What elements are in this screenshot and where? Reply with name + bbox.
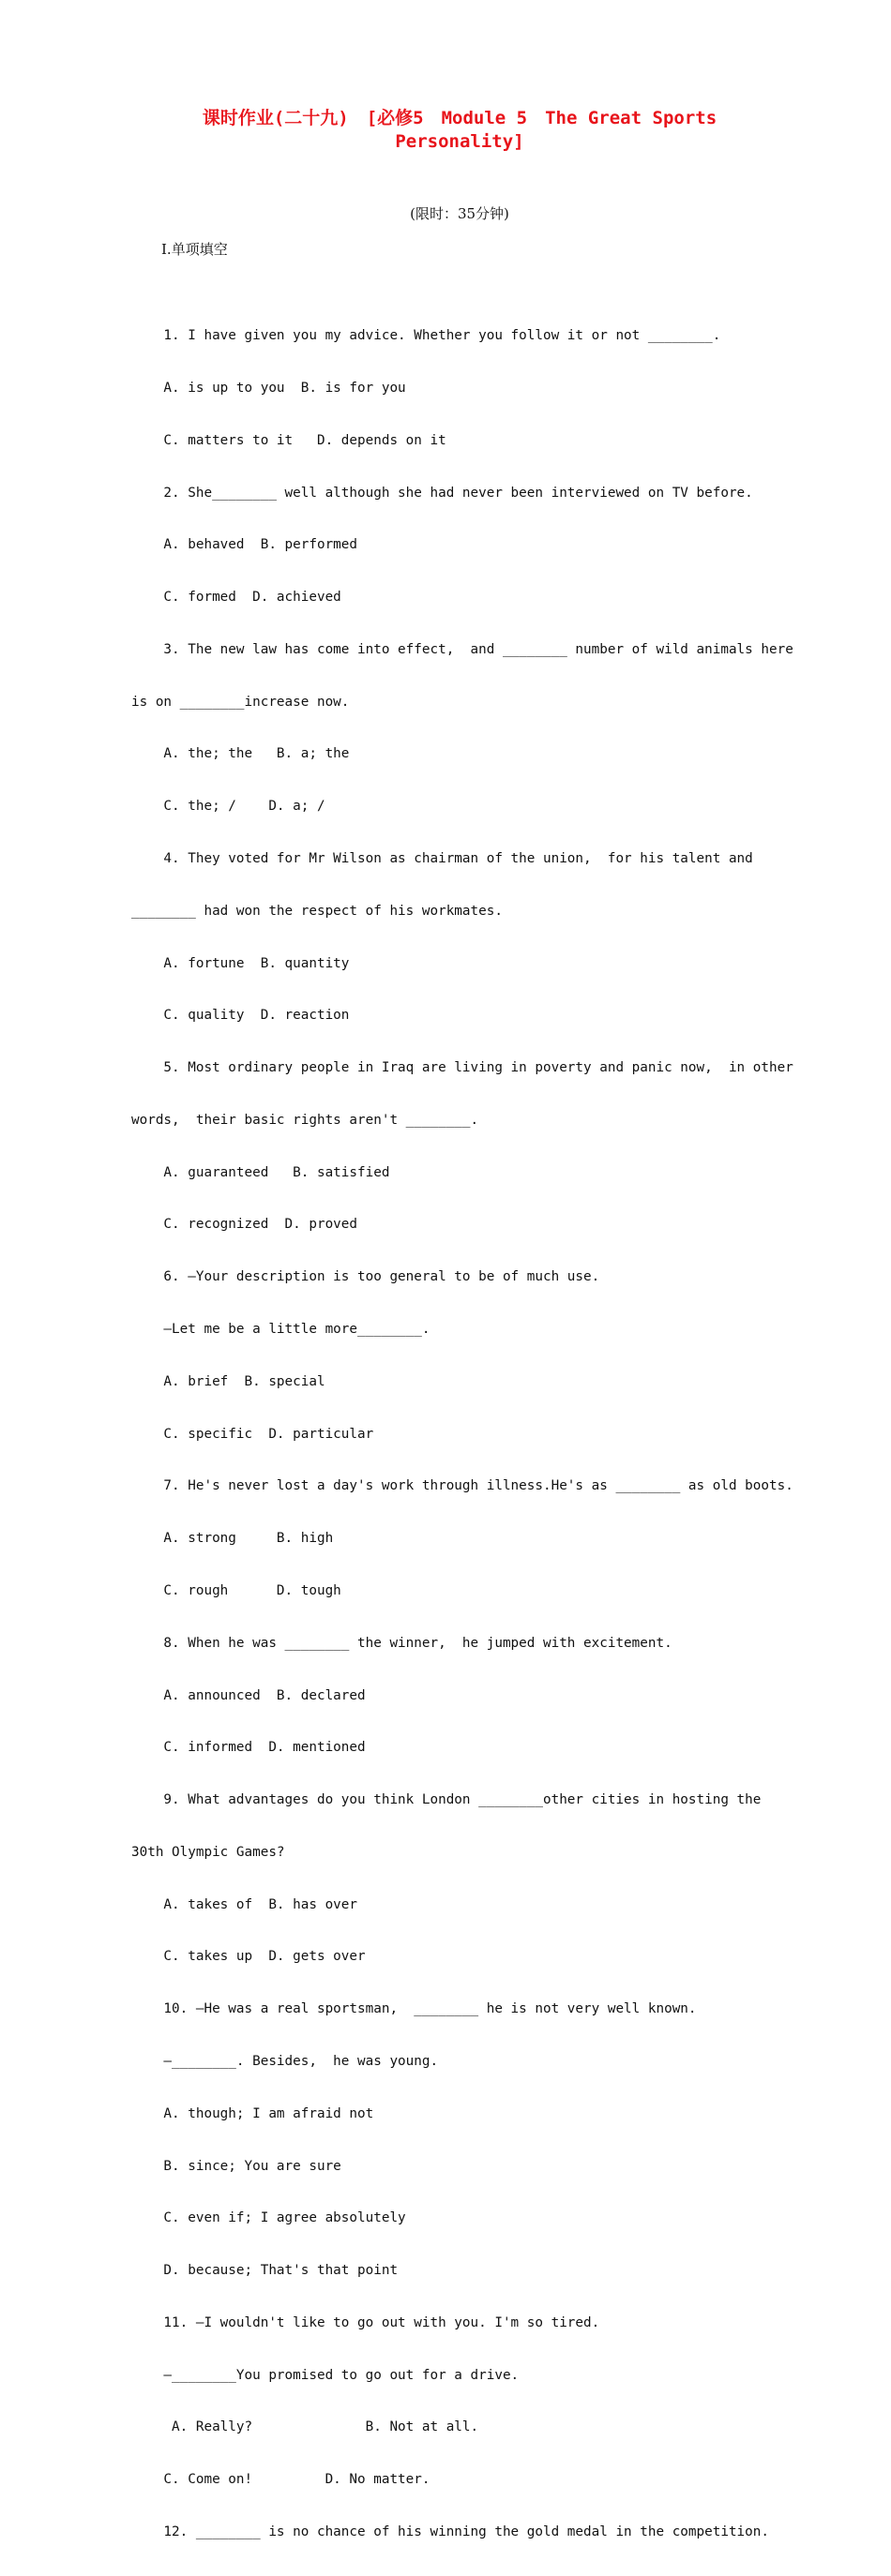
- text-line: 11. —I wouldn't like to go out with you. I'm so tired.: [131, 2314, 600, 2330]
- text-line: A. brief B. special: [131, 1373, 325, 1389]
- text-line: A. the; the B. a; the: [131, 746, 350, 762]
- title-line-2: Personality]: [395, 131, 524, 152]
- text-line: 30th Olympic Games?: [131, 1844, 285, 1860]
- text-line: D. because; That's that point: [131, 2263, 399, 2279]
- text-line: —________You promised to go out for a drive.: [131, 2367, 520, 2383]
- text-line: 2. She________ well although she had never been interviewed on TV before.: [131, 485, 753, 501]
- text-line: C. specific D. particular: [131, 1426, 374, 1442]
- text-line: 3. The new law has come into effect, and ________ number of wild animals here: [131, 641, 793, 657]
- text-line: A. fortune B. quantity: [131, 955, 350, 971]
- section-heading: Ⅰ.单项填空: [161, 241, 228, 258]
- text-line: A. behaved B. performed: [131, 537, 358, 553]
- text-line: —________. Besides, he was young.: [131, 2053, 439, 2069]
- text-line: words, their basic rights aren't ________.: [131, 1112, 479, 1128]
- text-line: 12. ________ is no chance of his winning the gold medal in the competition.: [131, 2524, 769, 2539]
- text-line: 1. I have given you my advice. Whether you follow it or not ________.: [131, 328, 721, 344]
- text-line: C. takes up D. gets over: [131, 1949, 366, 1965]
- text-line: A. strong B. high: [131, 1531, 334, 1547]
- text-line: C. recognized D. proved: [131, 1217, 358, 1233]
- text-line: A. takes of B. has over: [131, 1896, 358, 1912]
- question-body: [131, 292, 793, 2576]
- time-limit: (限时：35分钟): [410, 205, 509, 222]
- text-line: C. informed D. mentioned: [131, 1740, 366, 1756]
- text-line: C. matters to it D. depends on it: [131, 432, 446, 448]
- text-line: A. is up to you B. is for you: [131, 380, 406, 396]
- text-line: C. rough D. tough: [131, 1582, 341, 1598]
- text-line: —Let me be a little more________.: [131, 1322, 430, 1338]
- text-line: C. the; / D. a; /: [131, 799, 325, 815]
- text-line: C. even if; I agree absolutely: [131, 2210, 406, 2226]
- text-line: A. though; I am afraid not: [131, 2105, 374, 2121]
- text-line: ________ had won the respect of his workmates.: [131, 903, 503, 919]
- text-line: 7. He's never lost a day's work through illness.He's as ________ as old boots.: [131, 1478, 793, 1494]
- text-line: A. Really? B. Not at all.: [131, 2419, 479, 2435]
- text-line: 9. What advantages do you think London ________other cities in hosting the: [131, 1792, 762, 1808]
- text-line: 5. Most ordinary people in Iraq are living in poverty and panic now, in other: [131, 1060, 793, 1076]
- text-line: 6. —Your description is too general to be of much use.: [131, 1269, 600, 1285]
- page-title: [131, 107, 788, 154]
- text-line: 10. —He was a real sportsman, ________ he is not very well known.: [131, 2001, 697, 2017]
- text-line: C. Come on! D. No matter.: [131, 2472, 430, 2488]
- text-line: A. announced B. declared: [131, 1687, 366, 1703]
- text-line: B. since; You are sure: [131, 2158, 341, 2174]
- text-line: A. guaranteed B. satisfied: [131, 1164, 390, 1180]
- text-line: 4. They voted for Mr Wilson as chairman of the union, for his talent and: [131, 851, 753, 866]
- text-line: 8. When he was ________ the winner, he jumped with excitement.: [131, 1635, 672, 1651]
- text-line: is on ________increase now.: [131, 694, 350, 710]
- text-line: C. formed D. achieved: [131, 590, 341, 606]
- title-line-1: 课时作业(二十九) [必修5 Module 5 The Great Sports: [202, 108, 717, 128]
- text-line: C. quality D. reaction: [131, 1008, 350, 1024]
